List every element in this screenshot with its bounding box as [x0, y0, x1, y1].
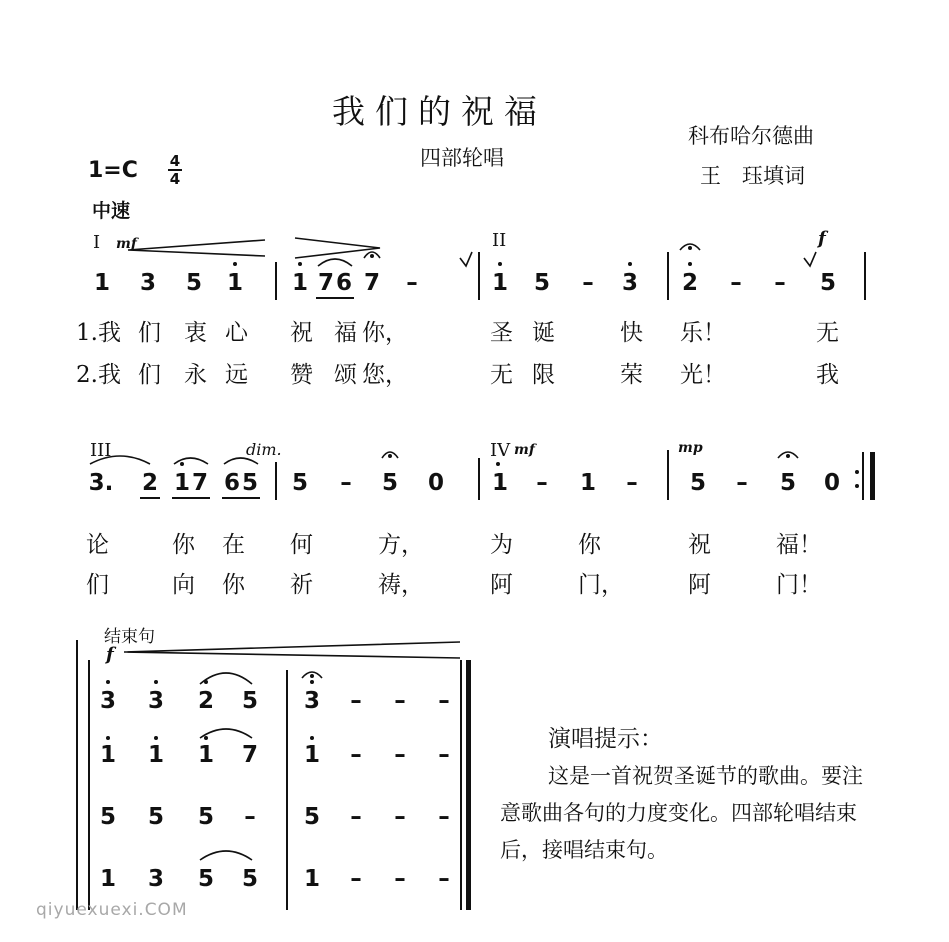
note: 1 [491, 270, 508, 296]
lyric: 快 [620, 320, 643, 346]
lyric: 们 [138, 362, 161, 388]
lyric: 我 [816, 362, 839, 388]
note: – [438, 804, 450, 830]
note: 1 [226, 270, 243, 296]
note: 5 [819, 270, 836, 296]
note: 5 [689, 470, 706, 496]
note: 5 [99, 804, 116, 830]
note: 3 [147, 688, 164, 714]
lyric: 为 [490, 532, 513, 558]
lyric: 祝 [290, 320, 313, 346]
note: 7 [191, 470, 208, 496]
time-sig-bottom: 4 [169, 170, 181, 188]
key-signature: 1=C [88, 158, 138, 183]
note: – [350, 866, 362, 892]
lyric: 们 [138, 320, 161, 346]
lyric: 阿 [490, 572, 513, 598]
note: 5 [197, 866, 214, 892]
note: – [394, 866, 406, 892]
lyric: 限 [532, 362, 555, 388]
tips-heading: 演唱提示： [548, 726, 663, 752]
note: 1 [197, 742, 214, 768]
note: 1 [147, 742, 164, 768]
note: 7 [317, 270, 334, 296]
note: – [536, 470, 548, 496]
breath-mark [460, 252, 472, 266]
note: 7 [363, 270, 380, 296]
lyric: 你， [362, 320, 408, 346]
slur [200, 673, 252, 684]
note: 5 [381, 470, 398, 496]
note: 2 [681, 270, 698, 296]
slur [224, 458, 258, 464]
lyric: 福！ [776, 532, 822, 558]
lyric: 衷 [184, 320, 207, 346]
note: 6 [335, 270, 352, 296]
lyric: 论 [86, 532, 109, 558]
note: – [244, 804, 256, 830]
lyric: 你 [578, 532, 601, 558]
note: 5 [291, 470, 308, 496]
lyric: 在 [222, 532, 245, 558]
lyric: 圣 [490, 320, 513, 346]
note: 7 [241, 742, 258, 768]
lyric: 乐！ [680, 320, 726, 346]
decrescendo-hairpin [124, 642, 460, 658]
note: 5 [241, 866, 258, 892]
note: 5 [303, 804, 320, 830]
lyric: 福 [334, 320, 357, 346]
dynamic-mp: mp [678, 440, 703, 456]
lyric: 何 [290, 532, 313, 558]
note: – [350, 742, 362, 768]
note: 3 [621, 270, 638, 296]
note: 5 [147, 804, 164, 830]
round-mark-1: I [93, 232, 101, 253]
lyric: 无 [490, 362, 513, 388]
note: 5 [533, 270, 550, 296]
note: 1 [491, 470, 508, 496]
note: 1 [291, 270, 308, 296]
lyric: 永 [184, 362, 207, 388]
note: 0 [427, 470, 444, 496]
lyric: 门！ [776, 572, 822, 598]
note: 0 [823, 470, 840, 496]
note: 1 [579, 470, 596, 496]
note: 1 [303, 742, 320, 768]
note: 5 [779, 470, 796, 496]
composer-credit: 科布哈尔德曲 [688, 124, 814, 148]
site-watermark: qiyuexuexi.COM [36, 900, 188, 920]
round-mark-2: II [492, 230, 507, 251]
dynamic-mf: mf [116, 236, 137, 252]
note: 5 [241, 470, 258, 496]
note: 5 [197, 804, 214, 830]
lyric: 1.我 [76, 320, 121, 346]
tempo-marking: 中速 [92, 200, 131, 222]
lyric: 祝 [688, 532, 711, 558]
lyric: 光！ [680, 362, 726, 388]
note: – [774, 270, 786, 296]
note: 1 [99, 742, 116, 768]
note: – [736, 470, 748, 496]
lyric: 门， [578, 572, 624, 598]
round-mark-3: III [90, 440, 112, 461]
note: 3. [88, 470, 114, 496]
dynamic-f: f [818, 228, 826, 249]
lyric: 荣 [620, 362, 643, 388]
lyric: 您， [362, 362, 408, 388]
dynamic-dim: dim. [246, 440, 282, 459]
note: – [730, 270, 742, 296]
slur [200, 729, 252, 738]
note: 1 [93, 270, 110, 296]
note: – [394, 804, 406, 830]
ending-label: 结束句 [104, 627, 155, 647]
slur [90, 456, 150, 464]
note: – [582, 270, 594, 296]
note: – [394, 742, 406, 768]
slur [200, 851, 252, 860]
lyric: 无 [816, 320, 839, 346]
lyric: 阿 [688, 572, 711, 598]
note: 3 [147, 866, 164, 892]
dynamic-mf-2: mf [514, 442, 535, 458]
lyric: 远 [225, 362, 248, 388]
lyric: 向 [172, 572, 195, 598]
lyric: 方， [378, 532, 424, 558]
song-title: 我们的祝福 [332, 92, 547, 131]
note: – [406, 270, 418, 296]
round-mark-4: IV [490, 440, 511, 461]
lyric: 们 [86, 572, 109, 598]
slur [318, 259, 352, 266]
note: 1 [173, 470, 190, 496]
note: – [350, 688, 362, 714]
note: 1 [99, 866, 116, 892]
note: – [438, 866, 450, 892]
note: 5 [241, 688, 258, 714]
note: 3 [139, 270, 156, 296]
note: 2 [141, 470, 158, 496]
note: – [350, 804, 362, 830]
note: 5 [185, 270, 202, 296]
note: 1 [303, 866, 320, 892]
lyric: 心 [225, 320, 248, 346]
tips-body: 这是一首祝贺圣诞节的歌曲。要注意歌曲各句的力度变化。四部轮唱结束后，接唱结束句。 [500, 764, 863, 862]
lyric: 颂 [334, 362, 357, 388]
note: 2 [197, 688, 214, 714]
lyric: 祈 [290, 572, 313, 598]
lyric: 赞 [290, 362, 313, 388]
note: 3 [303, 688, 320, 714]
note: 6 [223, 470, 240, 496]
lyric: 祷， [378, 572, 424, 598]
breath-mark [804, 252, 816, 266]
note: – [438, 688, 450, 714]
note: 3 [99, 688, 116, 714]
note: – [626, 470, 638, 496]
crescendo-hairpin [128, 240, 265, 256]
note: – [438, 742, 450, 768]
lyric: 你 [172, 532, 195, 558]
note: – [340, 470, 352, 496]
dynamic-f-ending: f [106, 644, 114, 665]
note: – [394, 688, 406, 714]
slur [174, 458, 208, 464]
lyric: 2.我 [76, 362, 121, 388]
lyric: 你 [222, 572, 245, 598]
lyric: 诞 [532, 320, 555, 346]
time-sig-top: 4 [169, 152, 181, 170]
song-subtitle: 四部轮唱 [420, 146, 504, 170]
lyricist-credit: 王 珏填词 [700, 164, 805, 188]
